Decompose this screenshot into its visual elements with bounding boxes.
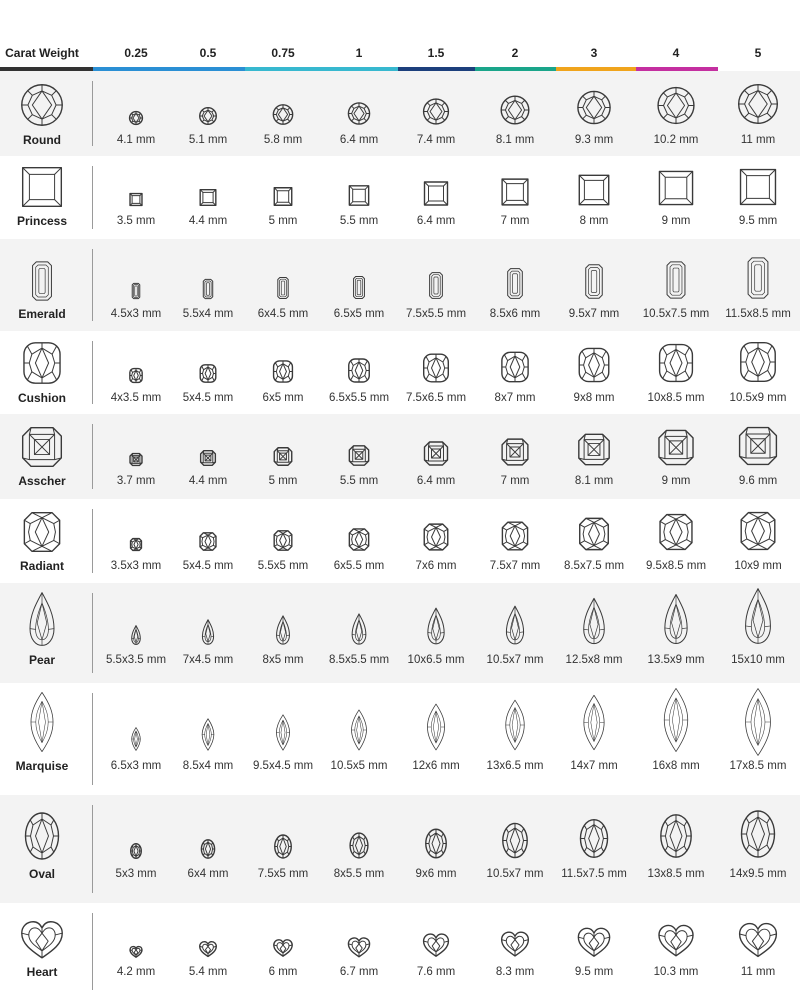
gem-oval-icon [659, 813, 693, 859]
size-label: 3.5x3 mm [110, 560, 162, 572]
gem-princess-icon [424, 181, 449, 206]
gem-cushion-icon [658, 343, 694, 383]
size-label: 8x7 mm [494, 392, 536, 404]
size-label: 10.5x7.5 mm [642, 308, 710, 320]
size-label: 8.5x5.5 mm [328, 654, 390, 666]
gem-emerald-icon [201, 279, 215, 299]
size-label: 13.5x9 mm [647, 654, 705, 666]
gem-asscher-icon [349, 445, 370, 466]
row-divider [92, 249, 93, 321]
gem-round-icon [348, 102, 371, 125]
size-label: 11.5x7.5 mm [561, 868, 627, 880]
carat-col-3: 3 [590, 46, 598, 60]
gem-round-icon [199, 107, 217, 125]
size-label: 8.1 mm [495, 134, 535, 146]
gem-round-icon [737, 83, 779, 125]
size-label: 10.3 mm [653, 966, 699, 978]
gem-oval-icon [130, 843, 142, 859]
princess-icon [21, 166, 63, 208]
size-label: 9.5x8.5 mm [645, 560, 707, 572]
oval-icon [24, 811, 61, 861]
size-label: 5.5x4 mm [182, 308, 234, 320]
gem-round-icon [423, 98, 450, 125]
size-label: 10x6.5 mm [407, 654, 465, 666]
size-label: 6.5x3 mm [110, 760, 162, 772]
size-label: 5.1 mm [188, 134, 228, 146]
gem-asscher-icon [274, 447, 293, 466]
gem-heart-icon [738, 922, 778, 957]
gem-cushion-icon [423, 353, 450, 383]
size-label: 4.4 mm [188, 215, 228, 227]
gem-round-icon [273, 104, 294, 125]
size-label: 10.5x7 mm [486, 654, 544, 666]
gem-asscher-icon [658, 429, 695, 466]
shape-row-cushion [0, 331, 800, 414]
gem-princess-icon [578, 174, 610, 206]
size-label: 9.5 mm [574, 966, 614, 978]
gem-oval-icon [274, 834, 293, 859]
shape-row-heart [0, 903, 800, 1000]
size-label: 5.5x5 mm [257, 560, 309, 572]
gem-pear-icon [273, 615, 293, 645]
gem-heart-icon [423, 933, 450, 957]
gem-radiant-icon [423, 523, 449, 551]
size-label: 10.2 mm [653, 134, 699, 146]
gem-oval-icon [425, 828, 448, 859]
size-label: 6.5x5.5 mm [328, 392, 390, 404]
size-label: 5.8 mm [263, 134, 303, 146]
shape-row-emerald [0, 239, 800, 331]
size-label: 8x5.5 mm [333, 868, 385, 880]
size-label: 5.5 mm [339, 215, 379, 227]
row-divider [92, 805, 93, 893]
shape-row-princess [0, 156, 800, 239]
gem-marquise-icon [273, 714, 292, 751]
gem-emerald-icon [426, 272, 445, 299]
gem-radiant-icon [348, 528, 369, 551]
size-label: 6x4.5 mm [257, 308, 309, 320]
gem-pear-icon [501, 605, 528, 645]
size-label: 9 mm [661, 475, 691, 487]
shape-name: Asscher [18, 474, 66, 488]
carat-col-0-5: 0.5 [199, 46, 217, 60]
row-divider [92, 913, 93, 990]
carat-weight-label: Carat Weight [5, 46, 79, 60]
gem-radiant-icon [578, 517, 609, 551]
gem-pear-icon [738, 587, 777, 645]
gem-princess-icon [349, 185, 370, 206]
size-label: 4.2 mm [116, 966, 156, 978]
shape-row-radiant [0, 499, 800, 583]
shape-row-pear [0, 583, 800, 683]
gem-marquise-icon [740, 687, 776, 757]
row-divider [92, 341, 93, 404]
shape-name: Oval [28, 867, 56, 881]
size-label: 9.3 mm [574, 134, 614, 146]
size-label: 5.5 mm [339, 475, 379, 487]
size-label: 14x9.5 mm [729, 868, 787, 880]
size-label: 6x5 mm [262, 392, 304, 404]
shape-row-marquise [0, 683, 800, 795]
gem-asscher-icon [200, 450, 216, 466]
gem-asscher-icon [130, 453, 143, 466]
gem-marquise-icon [659, 687, 693, 753]
size-label: 6x5.5 mm [333, 560, 385, 572]
gem-marquise-icon [130, 727, 142, 751]
size-label: 5x4.5 mm [182, 560, 234, 572]
gem-heart-icon [130, 946, 143, 957]
gem-pear-icon [348, 613, 370, 645]
cushion-icon [22, 341, 62, 385]
gem-asscher-icon [501, 438, 529, 466]
size-label: 5.4 mm [188, 966, 228, 978]
size-label: 6.4 mm [339, 134, 379, 146]
shape-row-oval [0, 795, 800, 903]
size-label: 5x3 mm [115, 868, 157, 880]
gem-marquise-icon [579, 694, 609, 751]
gem-pear-icon [658, 593, 693, 645]
gem-cushion-icon [739, 341, 777, 383]
size-label: 10x9 mm [734, 560, 782, 572]
gem-pear-icon [129, 625, 143, 645]
size-label: 7x6 mm [415, 560, 457, 572]
carat-col-2: 2 [511, 46, 519, 60]
gem-heart-icon [273, 939, 293, 957]
gem-asscher-icon [738, 426, 778, 466]
gem-princess-icon [130, 193, 143, 206]
gem-asscher-icon [424, 441, 449, 466]
gem-heart-icon [199, 941, 217, 957]
gem-round-icon [500, 95, 530, 125]
gem-radiant-icon [273, 530, 292, 551]
shape-name: Emerald [18, 307, 66, 321]
size-label: 6.4 mm [416, 215, 456, 227]
size-label: 3.7 mm [116, 475, 156, 487]
gem-cushion-icon [199, 364, 216, 383]
gem-marquise-icon [501, 699, 528, 751]
size-label: 5.5x3.5 mm [105, 654, 167, 666]
gem-princess-icon [274, 187, 293, 206]
size-label: 10.5x5 mm [330, 760, 388, 772]
gem-oval-icon [201, 839, 216, 859]
gem-marquise-icon [424, 703, 449, 751]
size-label: 8.1 mm [574, 475, 614, 487]
gem-radiant-icon [740, 511, 777, 551]
gem-heart-icon [658, 924, 695, 957]
gem-heart-icon [501, 931, 530, 957]
row-divider [92, 166, 93, 229]
gem-round-icon [129, 111, 143, 125]
gem-emerald-icon [662, 261, 689, 299]
size-label: 9.5x4.5 mm [252, 760, 314, 772]
gem-asscher-icon [578, 433, 611, 466]
size-label: 8.5x6 mm [489, 308, 541, 320]
carat-col-1-5: 1.5 [427, 46, 445, 60]
gem-oval-icon [579, 818, 609, 859]
gem-oval-icon [740, 809, 777, 859]
size-label: 9x6 mm [415, 868, 457, 880]
gem-radiant-icon [130, 538, 142, 551]
gem-princess-icon [501, 178, 529, 206]
row-divider [92, 693, 93, 785]
size-label: 5 mm [268, 475, 298, 487]
gem-radiant-icon [659, 513, 694, 551]
gem-emerald-icon [504, 268, 526, 299]
gem-princess-icon [739, 168, 777, 206]
carat-col-4: 4 [672, 46, 680, 60]
gem-marquise-icon [348, 709, 370, 751]
shape-name: Princess [16, 214, 68, 228]
asscher-icon [21, 426, 63, 468]
size-label: 4x3.5 mm [110, 392, 162, 404]
size-label: 14x7 mm [570, 760, 618, 772]
carat-col-1: 1 [355, 46, 363, 60]
gem-marquise-icon [199, 718, 216, 751]
gem-pear-icon [199, 619, 217, 645]
size-label: 7 mm [500, 215, 530, 227]
marquise-icon [26, 691, 58, 753]
gem-radiant-icon [199, 532, 216, 551]
size-label: 9x8 mm [573, 392, 615, 404]
gem-round-icon [577, 90, 612, 125]
gem-cushion-icon [578, 347, 610, 383]
size-label: 7 mm [500, 475, 530, 487]
carat-col-0-25: 0.25 [124, 46, 148, 60]
gem-round-icon [657, 86, 696, 125]
size-label: 10.5x9 mm [729, 392, 787, 404]
radiant-icon [23, 511, 62, 553]
size-label: 4.4 mm [188, 475, 228, 487]
gem-emerald-icon [581, 264, 606, 299]
shape-name: Radiant [19, 559, 65, 573]
size-label: 12.5x8 mm [565, 654, 623, 666]
size-label: 12x6 mm [412, 760, 460, 772]
size-label: 17x8.5 mm [729, 760, 787, 772]
size-label: 15x10 mm [731, 654, 785, 666]
gem-emerald-icon [130, 283, 142, 299]
size-label: 13x6.5 mm [486, 760, 544, 772]
size-label: 8x5 mm [262, 654, 304, 666]
size-label: 13x8.5 mm [647, 868, 705, 880]
pear-icon [23, 591, 61, 647]
size-label: 10x8.5 mm [647, 392, 705, 404]
row-divider [92, 593, 93, 673]
size-label: 7.5x5.5 mm [405, 308, 467, 320]
gem-cushion-icon [129, 368, 143, 383]
carat-col-0-75: 0.75 [271, 46, 295, 60]
shape-name: Marquise [15, 759, 69, 773]
size-label: 6.7 mm [339, 966, 379, 978]
size-label: 6 mm [268, 966, 298, 978]
shape-row-round [0, 71, 800, 156]
shape-rows [0, 71, 800, 1000]
size-label: 4.1 mm [116, 134, 156, 146]
shape-name: Pear [28, 653, 56, 667]
gem-emerald-icon [743, 257, 773, 299]
shape-row-asscher [0, 414, 800, 499]
emerald-icon [28, 261, 57, 301]
round-icon [20, 83, 64, 127]
size-label: 6.4 mm [416, 475, 456, 487]
size-label: 3.5 mm [116, 215, 156, 227]
shape-name: Cushion [18, 391, 66, 405]
size-label: 16x8 mm [652, 760, 700, 772]
gem-cushion-icon [501, 351, 530, 383]
gem-oval-icon [349, 832, 369, 859]
size-label: 9.6 mm [738, 475, 778, 487]
heart-icon [20, 920, 64, 959]
size-label: 9 mm [661, 215, 691, 227]
size-label: 8.5x4 mm [182, 760, 234, 772]
gem-pear-icon [423, 607, 449, 645]
size-label: 7.5x5 mm [257, 868, 309, 880]
size-label: 8.5x7.5 mm [563, 560, 625, 572]
size-label: 6.5x5 mm [333, 308, 385, 320]
gem-cushion-icon [348, 358, 371, 383]
gem-princess-icon [658, 170, 694, 206]
shape-name: Round [23, 133, 61, 147]
size-label: 7x4.5 mm [182, 654, 234, 666]
size-label: 7.4 mm [416, 134, 456, 146]
size-label: 7.5x7 mm [489, 560, 541, 572]
size-label: 6x4 mm [187, 868, 229, 880]
gem-heart-icon [348, 937, 371, 957]
gem-pear-icon [578, 597, 611, 645]
gem-heart-icon [577, 927, 611, 957]
gem-radiant-icon [501, 521, 529, 551]
size-label: 8 mm [579, 215, 609, 227]
gem-emerald-icon [275, 277, 291, 299]
carat-col-5: 5 [754, 46, 762, 60]
size-label: 8.3 mm [495, 966, 535, 978]
size-label: 9.5x7 mm [568, 308, 620, 320]
row-divider [92, 424, 93, 489]
size-label: 5 mm [268, 215, 298, 227]
size-label: 11 mm [740, 134, 776, 146]
gem-princess-icon [200, 189, 217, 206]
gem-emerald-icon [351, 276, 368, 299]
size-label: 7.5x6.5 mm [405, 392, 467, 404]
shape-name: Heart [26, 965, 58, 979]
row-divider [92, 509, 93, 573]
size-label: 9.5 mm [738, 215, 778, 227]
size-label: 11.5x8.5 mm [725, 308, 791, 320]
gem-cushion-icon [273, 360, 294, 383]
row-divider [92, 81, 93, 146]
size-label: 11 mm [740, 966, 776, 978]
size-label: 7.6 mm [416, 966, 456, 978]
carat-header [0, 0, 800, 70]
size-label: 10.5x7 mm [486, 868, 544, 880]
gem-oval-icon [501, 822, 528, 859]
size-label: 5x4.5 mm [182, 392, 234, 404]
size-label: 4.5x3 mm [110, 308, 162, 320]
